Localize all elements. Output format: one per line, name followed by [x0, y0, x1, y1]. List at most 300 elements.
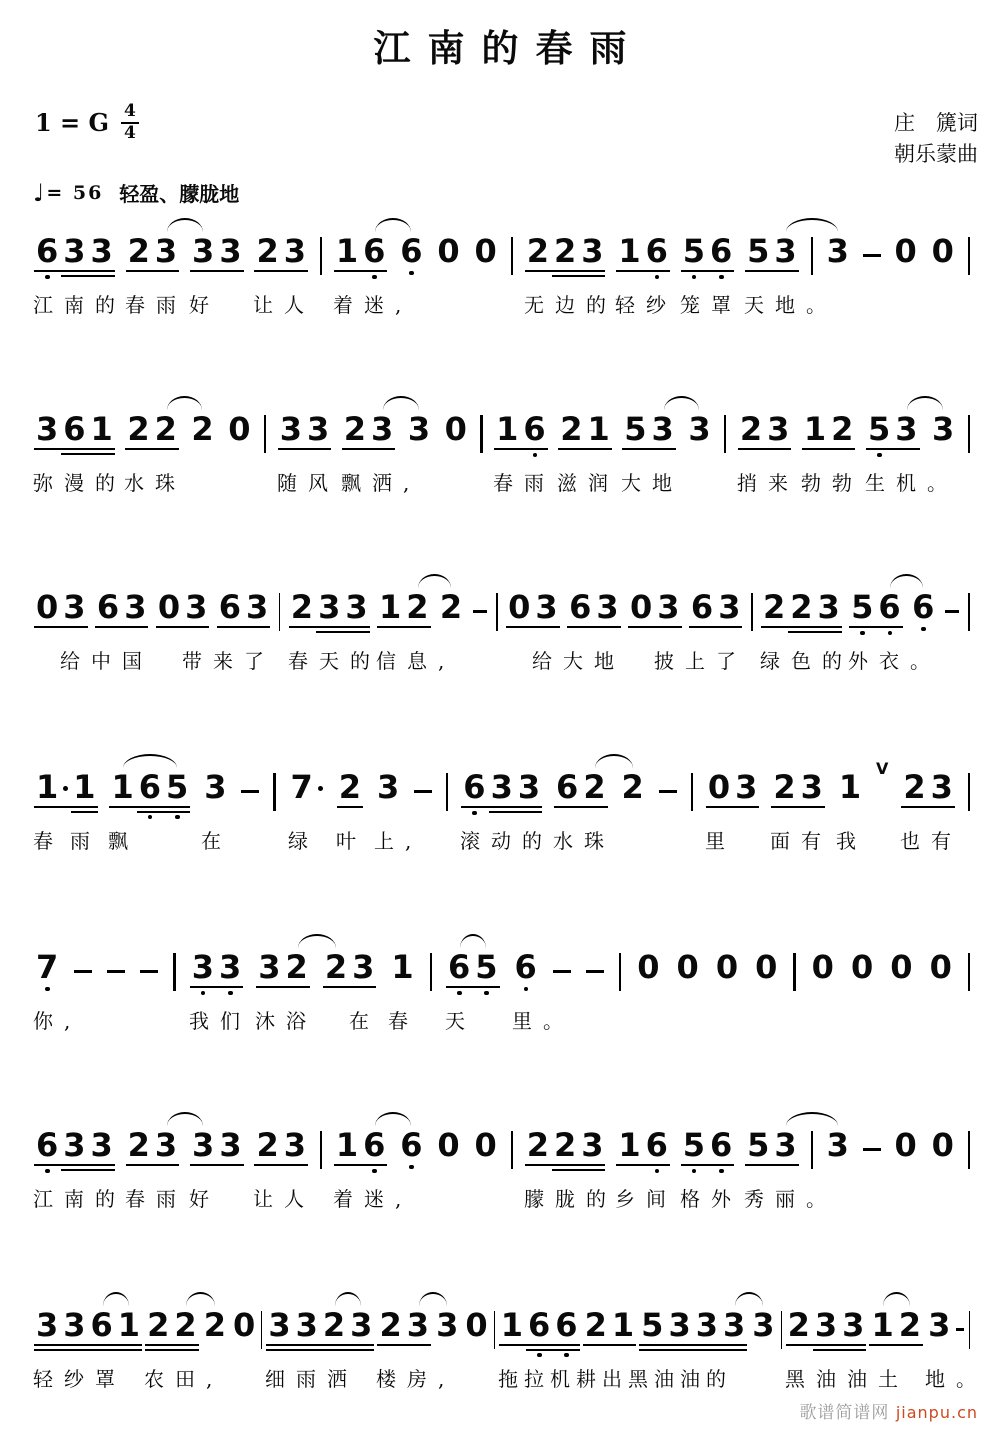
note-number: 1	[838, 768, 862, 806]
beam-underline	[829, 448, 855, 450]
beam-underline	[137, 811, 166, 813]
beam-underline	[489, 806, 518, 808]
note	[362, 232, 386, 270]
lyric-text: 叶	[336, 829, 367, 853]
beam-underline	[145, 1349, 174, 1351]
slur-arc	[383, 396, 419, 410]
note-number: 2	[903, 768, 926, 806]
note	[407, 410, 431, 448]
beam-underline	[89, 1344, 118, 1346]
note-number: 3	[279, 410, 302, 448]
slur-arc	[123, 754, 177, 768]
time-signature-numerator: 4	[121, 103, 139, 124]
notes-row	[35, 759, 970, 806]
beam-underline	[840, 1349, 866, 1351]
beam-underline	[558, 448, 587, 450]
note-number: 2	[526, 1126, 549, 1164]
dash-note	[863, 254, 881, 257]
beam-underline	[89, 453, 115, 455]
note	[474, 948, 498, 986]
beam-underline	[34, 270, 63, 272]
beam-underline	[494, 448, 523, 450]
note	[522, 410, 546, 448]
barline	[811, 237, 813, 275]
notes-row	[35, 1305, 970, 1344]
note-number: 0	[508, 588, 531, 626]
note-number: 0	[437, 232, 460, 270]
beam-underline	[294, 1349, 323, 1351]
barline	[724, 415, 726, 453]
note	[754, 948, 778, 986]
note	[255, 232, 279, 270]
note-number: 2	[324, 948, 348, 986]
note-number: 3	[352, 948, 375, 986]
beam-underline	[583, 1344, 612, 1346]
note-number: 1	[391, 948, 414, 986]
beam-underline	[552, 275, 581, 277]
note-number: 0	[157, 588, 181, 626]
note	[707, 768, 731, 806]
slur-arc	[418, 574, 451, 588]
note-number: 5	[682, 1126, 705, 1164]
beam-underline	[305, 448, 331, 450]
slur-arc	[103, 1292, 129, 1306]
beam-underline	[771, 806, 800, 808]
lyric-text: 也有	[900, 829, 962, 853]
note	[803, 410, 827, 448]
note-number: 3	[283, 1126, 306, 1164]
note-number: 3	[842, 1306, 865, 1344]
low-octave-dot	[372, 275, 377, 280]
note	[526, 1126, 550, 1164]
note	[62, 1126, 86, 1164]
note	[218, 588, 242, 626]
note-number: 0	[36, 588, 59, 626]
augmentation-dot	[318, 786, 323, 791]
note	[343, 410, 367, 448]
key-text: 1 = G	[35, 108, 110, 138]
note	[283, 1126, 307, 1164]
note	[362, 1126, 386, 1164]
note-number: 6	[400, 232, 423, 270]
note-number: 3	[36, 410, 59, 448]
lyric-text: 在	[349, 1009, 380, 1033]
note	[682, 1126, 706, 1164]
slur-arc	[664, 396, 699, 410]
note	[584, 1306, 608, 1344]
beam-underline	[521, 448, 547, 450]
note-number: 3	[306, 410, 330, 448]
note-number: 3	[767, 410, 790, 448]
beam-underline	[876, 626, 902, 628]
note-number: 0	[474, 1126, 497, 1164]
lyric-text: 好	[189, 1187, 220, 1211]
score-system	[33, 1305, 987, 1391]
note	[623, 410, 647, 448]
note-number: 2	[787, 1306, 810, 1344]
note	[405, 588, 429, 626]
beam-underline	[799, 806, 825, 808]
note-number: 0	[755, 948, 778, 986]
beam-underline	[89, 1349, 118, 1351]
note	[35, 1306, 59, 1344]
note-number: 1	[117, 1306, 141, 1344]
note-number: 2	[256, 1126, 279, 1164]
score-system	[35, 231, 970, 315]
note	[218, 1126, 242, 1164]
note	[290, 768, 324, 806]
lyric-text: 格外	[680, 1187, 742, 1211]
beam-underline	[813, 1344, 842, 1346]
low-octave-dot	[692, 1169, 697, 1174]
note-number: 3	[651, 410, 674, 448]
lyric-text: 楼房,	[376, 1367, 456, 1391]
beam-underline	[278, 448, 307, 450]
lyric-text: 春雨	[125, 293, 187, 317]
slur-arc	[890, 574, 923, 588]
note	[90, 232, 114, 270]
note-number: 3	[657, 588, 680, 626]
beam-underline	[655, 626, 681, 628]
lyric-text: 朦胧的	[524, 1187, 617, 1211]
beam-underline	[405, 1344, 431, 1346]
note-number: 2	[338, 768, 362, 806]
barline	[173, 953, 175, 991]
beam-underline	[708, 270, 734, 272]
note-number: 2	[285, 948, 308, 986]
note-number: 2	[127, 1126, 150, 1164]
beam-underline	[89, 1169, 115, 1171]
beam-underline	[788, 631, 817, 633]
note	[35, 410, 59, 448]
note	[370, 410, 394, 448]
lyric-text: 我们	[189, 1009, 251, 1033]
beam-underline	[499, 1344, 528, 1346]
barline	[480, 415, 482, 453]
note	[255, 1126, 279, 1164]
beam-underline	[553, 1344, 579, 1346]
beam-underline	[34, 626, 63, 628]
time-signature-denominator: 4	[124, 122, 136, 143]
barline	[811, 1131, 813, 1169]
beam-underline	[897, 1344, 923, 1346]
note	[715, 948, 739, 986]
beam-underline	[61, 448, 90, 450]
note	[830, 410, 854, 448]
note	[306, 410, 330, 448]
note	[762, 588, 786, 626]
note	[739, 410, 763, 448]
note	[527, 1306, 551, 1344]
note-number: 6	[878, 588, 901, 626]
note-number: 2	[203, 1306, 226, 1344]
low-octave-dot	[888, 631, 893, 636]
beam-underline	[666, 1344, 695, 1346]
note	[399, 1126, 423, 1164]
note	[514, 948, 538, 986]
beam-underline	[525, 1164, 554, 1166]
lyrics-row	[35, 289, 970, 315]
beam-underline	[772, 1164, 798, 1166]
slur-arc	[883, 1292, 910, 1306]
note	[184, 588, 208, 626]
note-number: 3	[752, 1306, 775, 1344]
note-number: 3	[928, 1306, 951, 1344]
lyric-text: 春雨	[125, 1187, 187, 1211]
lyrics-row	[35, 1183, 970, 1209]
note	[90, 1126, 114, 1164]
note	[117, 1306, 141, 1344]
slur-arc	[335, 1292, 361, 1306]
beam-underline	[337, 806, 363, 808]
note-number: 0	[931, 1126, 954, 1164]
note	[72, 768, 96, 806]
note-number: 2	[127, 410, 150, 448]
low-octave-dot	[472, 811, 477, 816]
beam-underline	[681, 270, 710, 272]
note	[553, 232, 577, 270]
note-number: 6	[710, 232, 733, 270]
note-number: 3	[688, 410, 711, 448]
note-number: 1	[587, 410, 610, 448]
beam-underline	[694, 1344, 723, 1346]
low-octave-dot	[719, 1169, 724, 1174]
lyrics-row	[35, 1005, 970, 1031]
note	[127, 1126, 151, 1164]
lyric-text: 在	[201, 829, 232, 853]
lyric-text: 信息,	[376, 649, 456, 673]
beam-underline	[369, 448, 395, 450]
note-number: 3	[318, 588, 341, 626]
note-number: 3	[258, 948, 281, 986]
note	[436, 232, 460, 270]
note-number: 1	[500, 1306, 523, 1344]
low-octave-dot	[484, 991, 489, 996]
barline	[793, 953, 795, 991]
beam-underline	[579, 1164, 605, 1166]
low-octave-dot	[45, 1169, 50, 1174]
note-number: 3	[36, 1306, 59, 1344]
beam-underline	[689, 626, 718, 628]
note-number: 6	[447, 948, 471, 986]
note	[621, 768, 645, 806]
barline	[619, 953, 621, 991]
note	[295, 1306, 319, 1344]
note-number: 0	[929, 948, 952, 986]
beam-underline	[284, 986, 310, 988]
note	[335, 232, 359, 270]
note	[378, 1306, 402, 1344]
note-number: 6	[690, 588, 714, 626]
note	[439, 588, 463, 626]
lyricist: 庄 篪词	[894, 111, 978, 135]
low-octave-dot	[860, 631, 865, 636]
slur-arc	[298, 934, 336, 948]
note-number: 3	[718, 588, 741, 626]
note	[35, 768, 69, 806]
note-number: 2	[762, 588, 786, 626]
beam-underline	[650, 448, 676, 450]
low-octave-dot	[524, 987, 529, 992]
beam-underline	[34, 1164, 63, 1166]
note-number: 0	[894, 232, 917, 270]
note	[191, 232, 215, 270]
note	[772, 768, 796, 806]
lyric-text: 沐浴	[255, 1009, 317, 1033]
score-system	[35, 587, 970, 671]
note-number: 6	[555, 1306, 578, 1344]
note-number: 3	[735, 768, 758, 806]
beam-underline	[694, 1349, 723, 1351]
note-number: 5	[747, 1126, 770, 1164]
lyric-text: 你,	[33, 1009, 82, 1033]
note-number: 3	[814, 1306, 838, 1344]
beam-underline	[813, 1349, 842, 1351]
composer: 朝乐蒙曲	[894, 142, 978, 166]
note-number: 3	[817, 588, 840, 626]
note	[636, 948, 660, 986]
note	[157, 588, 181, 626]
beam-underline	[616, 270, 645, 272]
note	[203, 1306, 227, 1344]
note-number: 1	[335, 232, 359, 270]
note-number: 3	[436, 1306, 459, 1344]
note-number: 0	[931, 232, 954, 270]
beam-underline	[929, 806, 955, 808]
beam-underline	[377, 626, 406, 628]
note	[586, 410, 610, 448]
lyric-text: 外衣。	[848, 649, 941, 673]
beam-underline	[323, 986, 352, 988]
beam-underline	[526, 1344, 555, 1346]
beam-underline	[616, 1164, 645, 1166]
note-number: 6	[218, 588, 242, 626]
beam-underline	[190, 1164, 219, 1166]
beam-underline	[244, 626, 270, 628]
beam-underline	[802, 448, 831, 450]
note	[406, 1306, 430, 1344]
note-number: 3	[350, 1306, 373, 1344]
note-number: 6	[63, 410, 86, 448]
beam-underline	[137, 806, 166, 808]
song-title: 江南的春雨	[373, 26, 644, 70]
note	[617, 1126, 641, 1164]
barline	[264, 415, 266, 453]
barline	[969, 1311, 970, 1349]
beam-underline	[61, 453, 90, 455]
beam-underline	[156, 626, 185, 628]
low-octave-dot	[564, 1353, 569, 1358]
note	[931, 232, 955, 270]
low-octave-dot	[45, 987, 50, 992]
beam-underline	[153, 1164, 179, 1166]
note	[787, 1306, 811, 1344]
note	[191, 948, 215, 986]
note-number: 3	[90, 1126, 113, 1164]
note-number: 3	[826, 1126, 849, 1164]
note-number: 3	[581, 232, 604, 270]
beam-underline	[71, 806, 97, 808]
beam-underline	[461, 806, 490, 808]
beam-underline	[254, 1164, 283, 1166]
beam-underline	[716, 626, 742, 628]
note	[35, 588, 59, 626]
note	[435, 1306, 459, 1344]
note-number: 3	[63, 232, 86, 270]
lyric-text: 让人	[253, 1187, 315, 1211]
beam-underline	[190, 986, 219, 988]
barline	[511, 237, 513, 275]
note-number: 0	[707, 768, 731, 806]
note-number: 3	[219, 1126, 242, 1164]
note	[580, 232, 604, 270]
expression-text: 轻盈、朦胧地	[119, 182, 240, 206]
beam-underline	[489, 811, 518, 813]
beam-underline	[552, 1164, 581, 1166]
barline	[430, 953, 432, 991]
beam-underline	[738, 448, 767, 450]
note-number: 1	[36, 768, 59, 806]
note-number: 2	[831, 410, 854, 448]
note-number: 6	[363, 232, 386, 270]
beam-underline	[89, 270, 115, 272]
notes-row	[35, 1125, 970, 1164]
beam-underline	[334, 1164, 363, 1166]
note	[123, 588, 147, 626]
lyric-text: 江南的	[33, 1187, 126, 1211]
beam-underline	[95, 626, 124, 628]
note	[474, 232, 498, 270]
note	[35, 1126, 59, 1164]
low-octave-dot	[533, 453, 538, 458]
note	[290, 588, 314, 626]
note	[734, 768, 758, 806]
note	[138, 768, 162, 806]
note	[376, 768, 400, 806]
beam-underline	[34, 1344, 63, 1346]
note-number: 0	[890, 948, 913, 986]
beam-underline	[579, 1169, 605, 1171]
note	[464, 1306, 488, 1344]
note-number: 6	[527, 1306, 551, 1344]
beam-underline	[644, 1164, 670, 1166]
slur-arc	[786, 218, 838, 232]
note-number: 3	[345, 588, 368, 626]
note	[889, 948, 913, 986]
beam-underline	[217, 270, 243, 272]
lyric-text: 弥漫的	[33, 471, 126, 495]
barline	[273, 773, 275, 811]
note	[378, 588, 402, 626]
note-number: 3	[185, 588, 208, 626]
notes-row	[35, 587, 970, 626]
beam-underline	[266, 1344, 295, 1346]
note	[322, 1306, 346, 1344]
beam-underline	[681, 1164, 710, 1166]
note-number: 5	[641, 1306, 664, 1344]
beam-underline	[901, 806, 930, 808]
note	[62, 588, 86, 626]
note-number: 2	[322, 1306, 346, 1344]
note-number: 0	[637, 948, 660, 986]
slur-arc	[595, 754, 633, 768]
note	[351, 948, 375, 986]
note-number: 5	[166, 768, 189, 806]
note	[490, 768, 514, 806]
note-number: 0	[811, 948, 834, 986]
note	[474, 1126, 498, 1164]
note	[436, 1126, 460, 1164]
